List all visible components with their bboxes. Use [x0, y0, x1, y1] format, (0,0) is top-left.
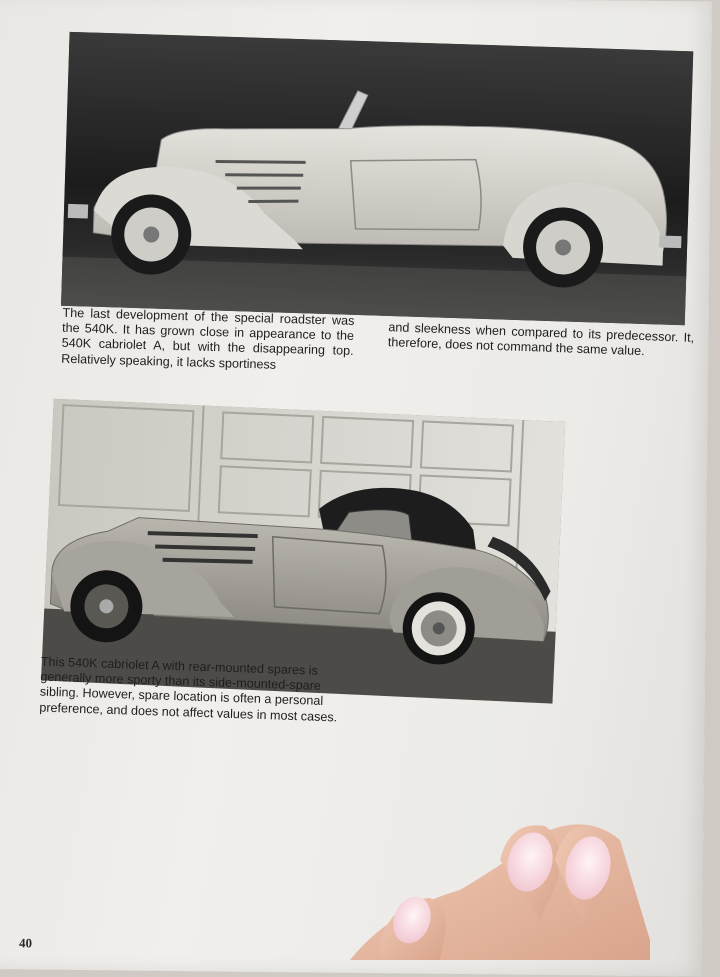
hand-icon [350, 820, 720, 960]
cabriolet-caption: This 540K cabriolet A with rear-mounted spares is generally more sporty than its side-mounted-spare sibling. However, spare location is often a personal preference, and does not affect values in most cases. [39, 654, 338, 725]
roadster-photo [61, 32, 693, 325]
page-number: 40 [18, 935, 33, 951]
roadster-caption-right: and sleekness when compared to its predecessor. It, therefore, does not command the same value. [387, 320, 695, 359]
roadster-caption-left: The last development of the special roadster was the 540K. It has grown close in appearance to the 540K cabriolet A, but with the disappearing top. Relatively speaking, it lacks sportiness [61, 305, 355, 372]
